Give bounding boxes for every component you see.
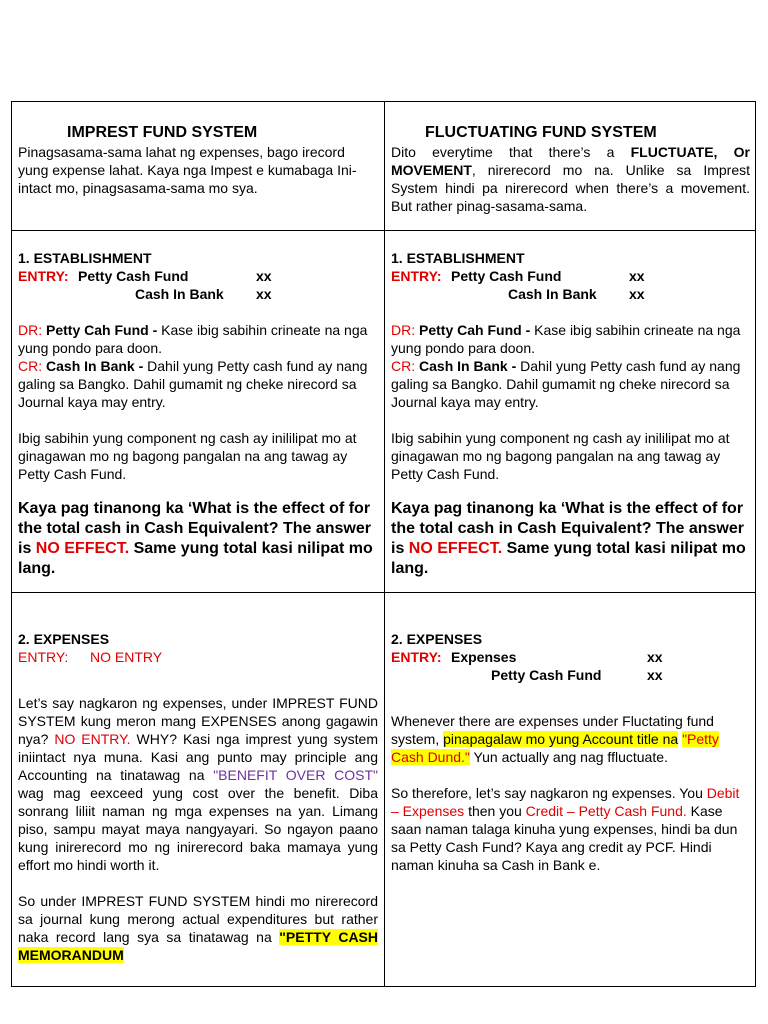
- question-text: Kaya pag tinanong ka ‘What is the effect of for the total cash in Cash Equivalent? The answer is: [18, 500, 371, 557]
- cr-text: Dahil yung Petty cash fund ay nang galing sa Bangko. Dahil gumamit ng cheke nirecord sa Journal kaya may entry.: [391, 358, 741, 410]
- imprest-intro: Pinagsasama-sama lahat ng expenses, bago irecord yung expense lahat. Kaya nga Impest e kumabaga Ini-intact mo, pinagsasama-sama mo sya.: [18, 144, 357, 196]
- debit-account: Petty Cash Fund: [451, 268, 562, 284]
- cr-label: CR:: [18, 358, 43, 374]
- para-text: So under IMPREST FUND SYSTEM hindi mo nirerecord sa journal kung merong actual expenditures but rather naka record lang sya sa tinatawag na: [18, 893, 378, 945]
- imprest-expenses-cell: [18, 630, 378, 986]
- fluctuating-intro: [391, 143, 750, 215]
- expenses-paragraph: [391, 712, 750, 766]
- credit-amount: xx: [629, 286, 645, 302]
- credit-account: Petty Cash Fund: [491, 667, 602, 683]
- row-divider: [12, 592, 755, 593]
- dr-explanation: [391, 321, 750, 357]
- answer-highlight: NO EFFECT.: [35, 540, 130, 557]
- entry-label: ENTRY:: [18, 268, 69, 284]
- expenses-paragraph: [391, 784, 750, 874]
- intro-text: , nirerecord mo na. Unlike sa Imprest System hindi pa nirerecord when there’s a movement. But rather pinag-sasama-sama.: [391, 162, 750, 214]
- question-text: Same yung total kasi nilipat mo lang.: [391, 540, 746, 577]
- para-text: Whenever there are expenses under Fluctating fund system,: [391, 713, 714, 747]
- credit-amount: xx: [256, 286, 272, 302]
- journal-entry-credit: [18, 285, 378, 303]
- fluctuating-expenses-cell: [391, 630, 750, 874]
- journal-entry-credit: [391, 285, 750, 303]
- explanation-paragraph: Ibig sabihin yung component ng cash ay inililipat mo at ginagawan mo ng bagong pangalan na ang tawag ay Petty Cash Fund.: [18, 430, 357, 482]
- debit-account: Petty Cash Fund: [78, 268, 189, 284]
- journal-entry: [18, 648, 378, 666]
- comparison-table: [11, 101, 756, 987]
- debit-amount: xx: [256, 268, 272, 284]
- entry-value: NO ENTRY: [90, 649, 163, 665]
- credit-account: Cash In Bank: [508, 286, 597, 302]
- effect-question: [18, 499, 378, 579]
- journal-entry-debit: [391, 267, 750, 285]
- expenses-paragraph: [18, 694, 378, 874]
- para-red: Credit – Petty Cash Fund.: [525, 803, 687, 819]
- cr-text: Dahil yung Petty cash fund ay nang galing sa Bangko. Dahil gumamit ng cheke nirecord sa Journal kaya may entry.: [18, 358, 368, 410]
- section-heading: 2. EXPENSES: [18, 631, 110, 647]
- fluctuating-header-cell: [391, 123, 750, 215]
- entry-label: ENTRY:: [391, 268, 442, 284]
- imprest-header-cell: [18, 123, 378, 197]
- journal-entry-credit: [391, 666, 750, 684]
- para-text: So therefore, let’s say nagkaron ng expenses. You: [391, 785, 703, 801]
- para-text: WHY? Kasi nga imprest yung system iniintact nya muna. Kasi ang punto may principle ang Accounting na tinatawag na: [18, 731, 378, 783]
- para-red: NO ENTRY.: [54, 731, 131, 747]
- para-purple: "BENEFIT OVER COST": [213, 767, 378, 783]
- para-text: wag mag eexceed yung cost over the benefit. Diba sonrang liliit naman ng mga expenses na yan. Limang piso, sampu mayat maya nangyayari. So ngayon paano kung inirerecord mo ng inirerecord baka mamaya yung effort mo hindi worth it.: [18, 785, 378, 873]
- para-text: Yun actually ang nag ffluctuate.: [473, 749, 668, 765]
- dr-explanation: [18, 321, 378, 357]
- explanation-paragraph: Ibig sabihin yung component ng cash ay inililipat mo at ginagawan mo ng bagong pangalan na ang tawag ay Petty Cash Fund.: [391, 430, 730, 482]
- para-text: then you: [468, 803, 522, 819]
- question-text: Kaya pag tinanong ka ‘What is the effect of for the total cash in Cash Equivalent? The answer is: [391, 500, 744, 557]
- cr-explanation: [18, 357, 378, 411]
- credit-account: Cash In Bank: [135, 286, 224, 302]
- row-divider: [12, 230, 755, 231]
- column-divider: [384, 102, 385, 986]
- dr-label: DR:: [18, 322, 43, 338]
- intro-text: Dito everytime that there’s a: [391, 144, 615, 160]
- para-red: Debit – Expenses: [391, 785, 740, 819]
- dr-account: Petty Cah Fund -: [419, 322, 531, 338]
- section-heading: 1. ESTABLISHMENT: [391, 250, 525, 266]
- dr-text: Kase ibig sabihin crineate na nga yung pondo para doon.: [391, 322, 741, 356]
- debit-amount: xx: [647, 649, 663, 665]
- question-text: Same yung total kasi nilipat mo lang.: [18, 540, 373, 577]
- journal-entry-debit: [391, 648, 750, 666]
- para-text: Let’s say nagkaron ng expenses, under IMPREST FUND SYSTEM kung meron mang EXPENSES anong gagawin nya?: [18, 695, 378, 747]
- para-highlight: pinapagalaw mo yung Account title na: [443, 731, 679, 747]
- cr-account: Cash In Bank -: [419, 358, 517, 374]
- section-heading: 1. ESTABLISHMENT: [18, 250, 152, 266]
- debit-amount: xx: [629, 268, 645, 284]
- cr-explanation: [391, 357, 750, 411]
- para-highlight-red: "Petty Cash Dund.": [391, 731, 719, 765]
- expenses-paragraph: [18, 892, 378, 964]
- para-text: Kase saan naman talaga kinuha yung expenses, hindi ba dun sa Petty Cash Fund? Kaya ang credit ay PCF. Hindi naman kinuha sa Cash in Bank e.: [391, 803, 738, 873]
- dr-account: Petty Cah Fund -: [46, 322, 158, 338]
- imprest-establishment-cell: [18, 249, 378, 579]
- cr-account: Cash In Bank -: [46, 358, 144, 374]
- fluctuating-title: FLUCTUATING FUND SYSTEM: [425, 124, 657, 141]
- imprest-title: IMPREST FUND SYSTEM: [67, 124, 258, 141]
- fluctuating-establishment-cell: [391, 249, 750, 579]
- journal-entry-debit: [18, 267, 378, 285]
- debit-account: Expenses: [451, 649, 517, 665]
- para-highlight: "PETTY CASH MEMORANDUM: [18, 929, 378, 963]
- entry-label: ENTRY:: [18, 649, 69, 665]
- dr-label: DR:: [391, 322, 416, 338]
- entry-label: ENTRY:: [391, 649, 442, 665]
- dr-text: Kase ibig sabihin crineate na nga yung pondo para doon.: [18, 322, 368, 356]
- answer-highlight: NO EFFECT.: [408, 540, 503, 557]
- credit-amount: xx: [647, 667, 663, 683]
- intro-bold: FLUCTUATE, Or MOVEMENT: [391, 144, 751, 178]
- effect-question: [391, 499, 750, 579]
- cr-label: CR:: [391, 358, 416, 374]
- section-heading: 2. EXPENSES: [391, 631, 483, 647]
